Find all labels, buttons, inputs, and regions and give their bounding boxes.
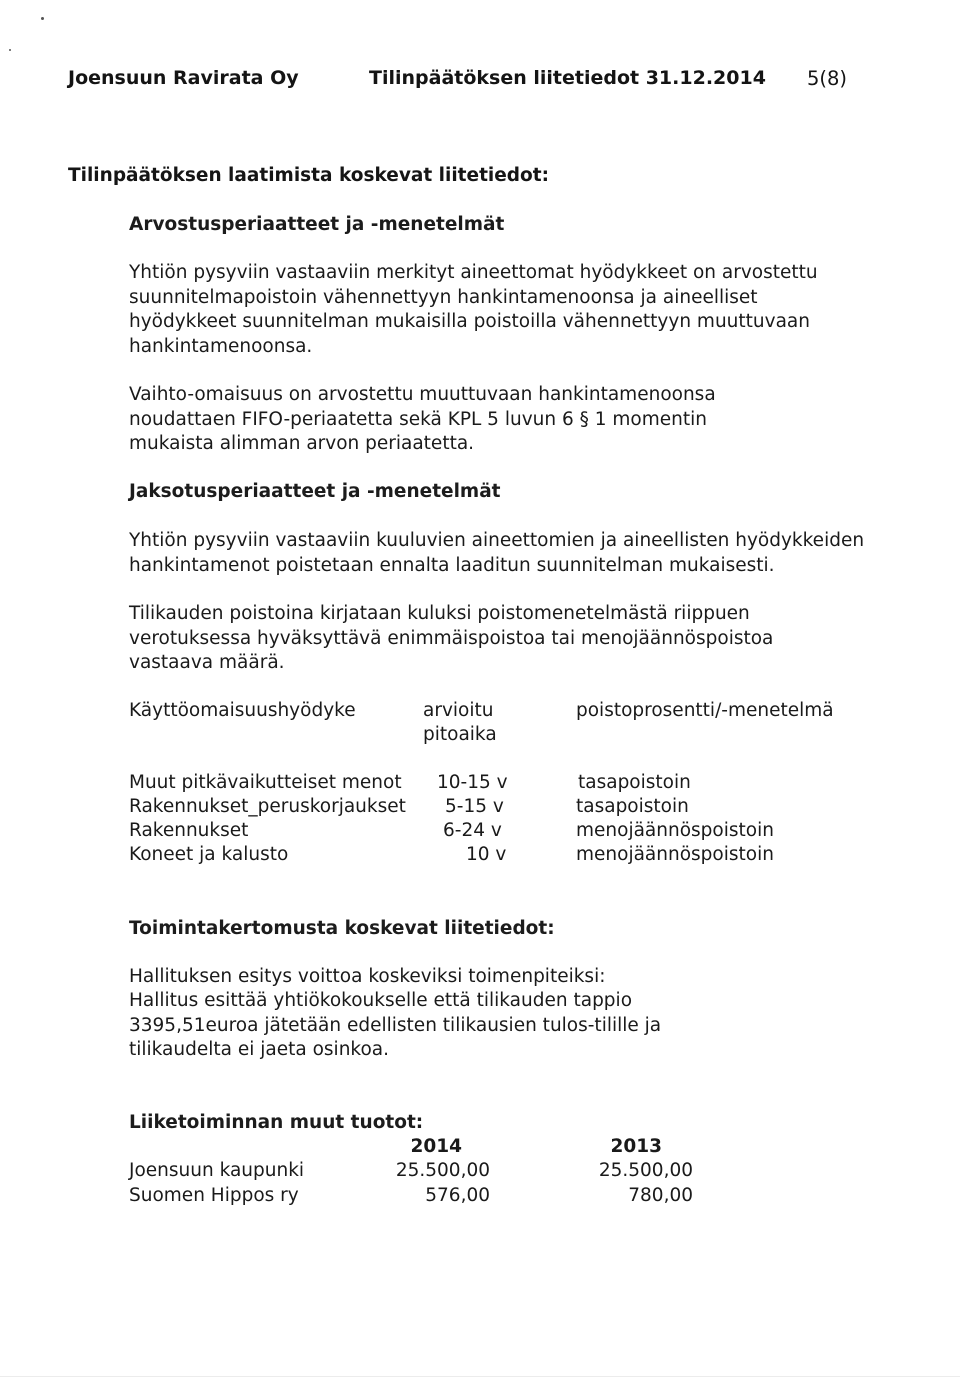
paragraph-depreciation-plan: Yhtiön pysyviin vastaaviin kuuluvien aineettomien ja aineellisten hyödykkeiden hankintamenot poistetaan ennalta laaditun suunnitelman mukaisesti. xyxy=(129,530,865,576)
income-row-2014: 576,00 xyxy=(425,1185,490,1206)
income-row-2013: 25.500,00 xyxy=(598,1160,693,1181)
paragraph-intangible-valuation: Yhtiön pysyviin vastaaviin merkityt aineettomat hyödykkeet on arvostettu suunnitelmapoistoin vähennettyyn hankintamenoonsa ja aineelliset hyödykkeet suunnitelman mukaisilla poistoilla vähennettyyn muuttuvaan hankintamenoonsa. xyxy=(129,262,818,357)
proposal-line: Hallituksen esitys voittoa koskeviksi toimenpiteiksi: xyxy=(129,966,606,987)
table-row-item: Muut pitkävaikutteiset menot xyxy=(129,772,402,793)
table-row-method: tasapoistoin xyxy=(578,772,691,793)
table-row-method: tasapoistoin xyxy=(576,796,689,817)
header-company: Joensuun Ravirata Oy xyxy=(68,67,299,89)
income-row-name: Joensuun kaupunki xyxy=(129,1160,305,1181)
subsection-title-accrual: Jaksotusperiaatteet ja -menetelmät xyxy=(129,481,501,502)
section-title-accounting-notes: Tilinpäätöksen laatimista koskevat liitetiedot: xyxy=(68,165,549,186)
income-row-2013: 780,00 xyxy=(628,1185,693,1206)
section-title-report-notes: Toimintakertomusta koskevat liitetiedot: xyxy=(129,918,555,939)
table-row-item: Koneet ja kalusto xyxy=(129,844,289,865)
header-doc-title: Tilinpäätöksen liitetiedot 31.12.2014 xyxy=(369,67,766,89)
table-header-lifetime: pitoaika xyxy=(423,724,497,745)
income-row-2014: 25.500,00 xyxy=(395,1160,490,1181)
paragraph-inventory-valuation: Vaihto-omaisuus on arvostettu muuttuvaan hankintamenoonsa noudattaen FIFO-periaatetta sekä KPL 5 luvun 6 § 1 momentin mukaista alimman arvon periaatetta. xyxy=(129,384,716,454)
section-title-other-income: Liiketoiminnan muut tuotot: xyxy=(129,1112,424,1133)
table-row-life: 10-15 v xyxy=(437,772,508,793)
table-row-item: Rakennukset xyxy=(129,820,249,841)
table-row-method: menojäännöspoistoin xyxy=(576,844,774,865)
table-header-asset: Käyttöomaisuushyödyke xyxy=(129,700,356,721)
proposal-line: 3395,51euroa jätetään edellisten tilikausien tulos-tilille ja xyxy=(129,1015,662,1036)
income-row-name: Suomen Hippos ry xyxy=(129,1185,299,1206)
paragraph-depreciation-method: Tilikauden poistoina kirjataan kuluksi poistomenetelmästä riippuen verotuksessa hyväksyttävä enimmäispoistoa tai menojäännöspoistoa vastaava määrä. xyxy=(129,603,774,673)
header-page-number: 5(8) xyxy=(807,67,848,90)
table-header-method: poistoprosentti/-menetelmä xyxy=(576,700,834,721)
subsection-title-valuation: Arvostusperiaatteet ja -menetelmät xyxy=(129,214,505,235)
year-header-2013: 2013 xyxy=(610,1136,662,1157)
scan-speck xyxy=(9,49,11,51)
scan-edge-line xyxy=(0,1376,960,1377)
proposal-line: Hallitus esittää yhtiökokoukselle että tilikauden tappio xyxy=(129,990,633,1011)
table-row-life: 10 v xyxy=(466,844,507,865)
table-row-life: 6-24 v xyxy=(443,820,502,841)
table-header-estimated: arvioitu xyxy=(423,700,494,721)
table-row-item: Rakennukset_peruskorjaukset xyxy=(129,796,406,817)
proposal-line: tilikaudelta ei jaeta osinkoa. xyxy=(129,1039,390,1060)
year-header-2014: 2014 xyxy=(410,1136,462,1157)
table-row-life: 5-15 v xyxy=(445,796,504,817)
table-row-method: menojäännöspoistoin xyxy=(576,820,774,841)
scan-speck xyxy=(41,17,44,20)
